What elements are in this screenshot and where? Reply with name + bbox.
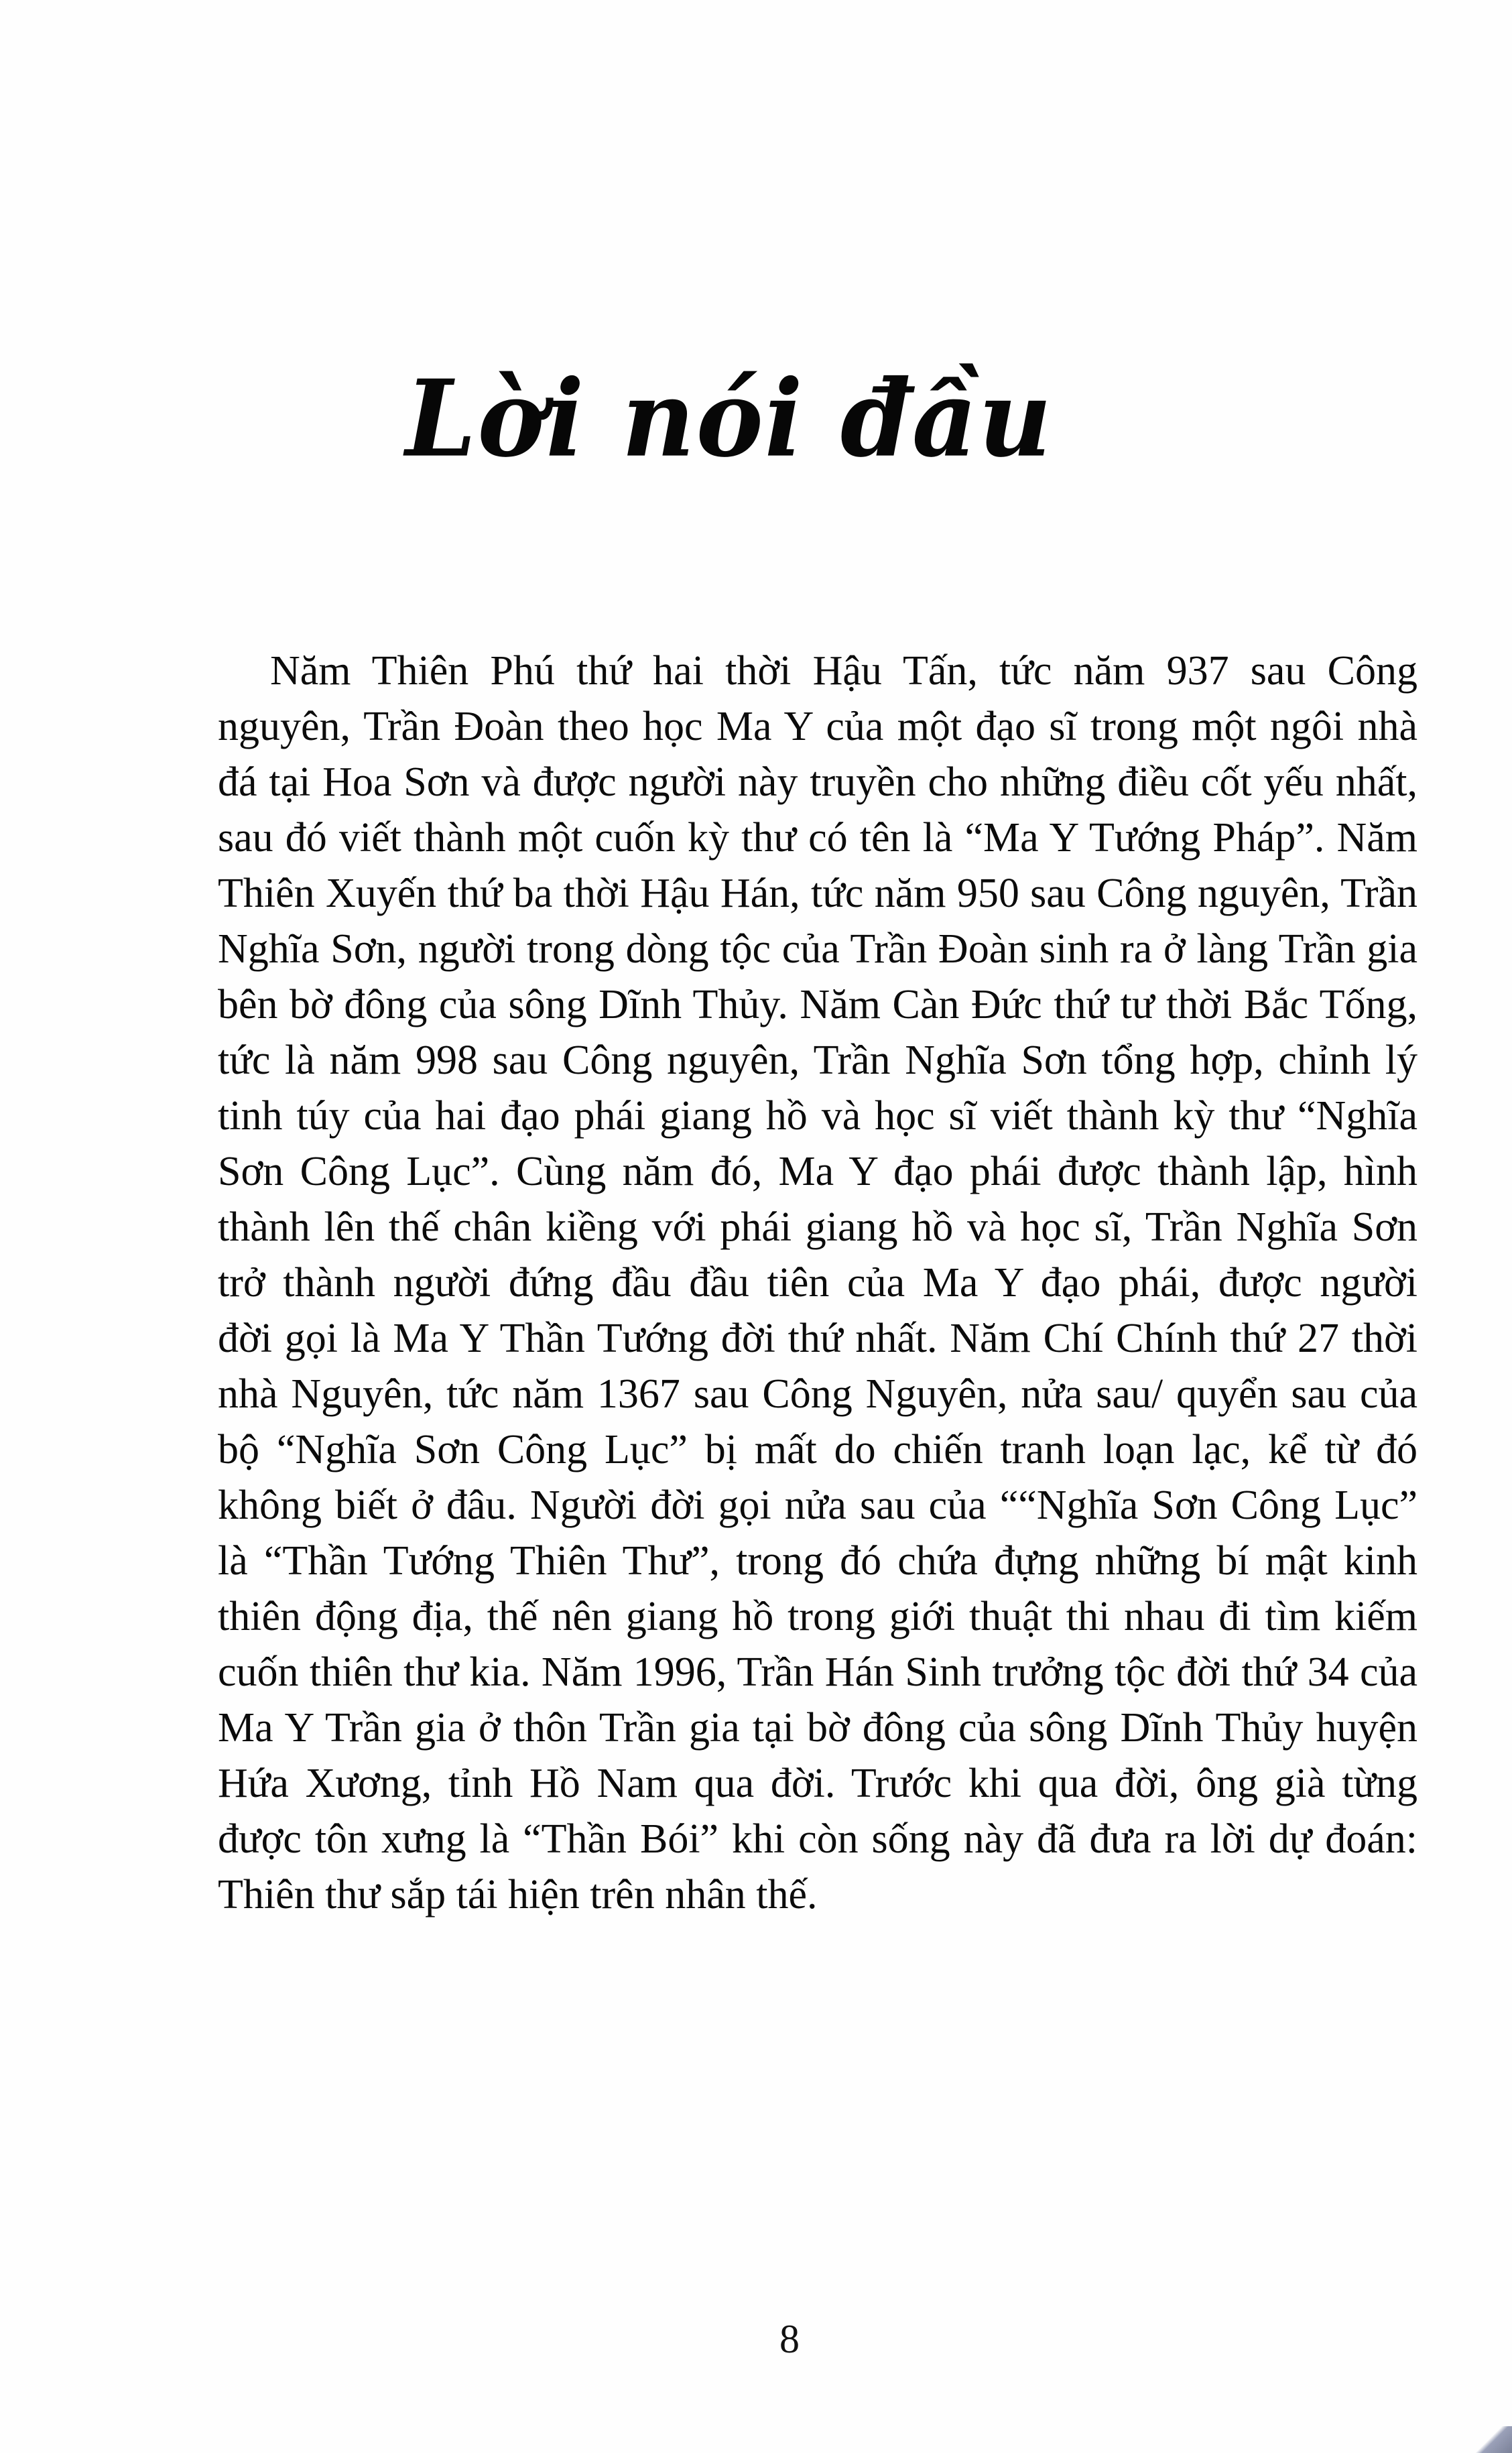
text-line: bên bờ đông của sông Dĩnh Thủy. Năm Càn Đức thứ tư thời Bắc Tống, (218, 982, 1418, 1027)
text-line: được tôn xưng là “Thần Bói” khi còn sống này đã đưa ra lời dự đoán: (218, 1816, 1418, 1862)
text-line: Nghĩa Sơn, người trong dòng tộc của Trần Đoàn sinh ra ở làng Trần gia (218, 926, 1418, 972)
text-line: Năm Thiên Phú thứ hai thời Hậu Tấn, tức năm 937 sau Công (270, 648, 1418, 694)
chapter-title: Lời nói đầu (405, 357, 1054, 481)
text-line: bộ “Nghĩa Sơn Công Lục” bị mất do chiến tranh loạn lạc, kể từ đó (218, 1427, 1418, 1472)
text-line: trở thành người đứng đầu đầu tiên của Ma Y đạo phái, được người (218, 1260, 1418, 1306)
text-line: đá tại Hoa Sơn và được người này truyền cho những điều cốt yếu nhất, (218, 759, 1418, 805)
body-paragraph (218, 643, 1418, 1923)
text-line: nguyên, Trần Đoàn theo học Ma Y của một đạo sĩ trong một ngôi nhà (218, 704, 1418, 749)
text-line: tức là năm 998 sau Công nguyên, Trần Nghĩa Sơn tổng hợp, chỉnh lý (218, 1037, 1418, 1083)
text-line: Hứa Xương, tỉnh Hồ Nam qua đời. Trước khi qua đời, ông già từng (218, 1761, 1418, 1806)
text-line: là “Thần Tướng Thiên Thư”, trong đó chứa đựng những bí mật kinh (218, 1538, 1418, 1584)
page-number: 8 (779, 2317, 800, 2361)
text-line: cuốn thiên thư kia. Năm 1996, Trần Hán Sinh trưởng tộc đời thứ 34 của (218, 1649, 1418, 1695)
text-line: đời gọi là Ma Y Thần Tướng đời thứ nhất. Năm Chí Chính thứ 27 thời (218, 1316, 1418, 1361)
text-line: nhà Nguyên, tức năm 1367 sau Công Nguyên, nửa sau/ quyển sau của (218, 1371, 1418, 1417)
text-line: Thiên Xuyến thứ ba thời Hậu Hán, tức năm 950 sau Công nguyên, Trần (218, 871, 1418, 916)
text-line: sau đó viết thành một cuốn kỳ thư có tên là “Ma Y Tướng Pháp”. Năm (218, 815, 1418, 861)
page-corner-shadow (1472, 2426, 1512, 2453)
text-line: Sơn Công Lục”. Cùng năm đó, Ma Y đạo phái được thành lập, hình (218, 1149, 1418, 1194)
text-line: tinh túy của hai đạo phái giang hồ và học sĩ viết thành kỳ thư “Nghĩa (218, 1093, 1418, 1139)
text-line: Thiên thư sắp tái hiện trên nhân thế. (218, 1872, 818, 1917)
text-line: thiên động địa, thế nên giang hồ trong giới thuật thi nhau đi tìm kiếm (218, 1594, 1418, 1639)
text-line: không biết ở đâu. Người đời gọi nửa sau của ““Nghĩa Sơn Công Lục” (218, 1483, 1418, 1528)
text-line: Ma Y Trần gia ở thôn Trần gia tại bờ đông của sông Dĩnh Thủy huyện (218, 1705, 1418, 1751)
text-line: thành lên thế chân kiềng với phái giang hồ và học sĩ, Trần Nghĩa Sơn (218, 1204, 1418, 1250)
